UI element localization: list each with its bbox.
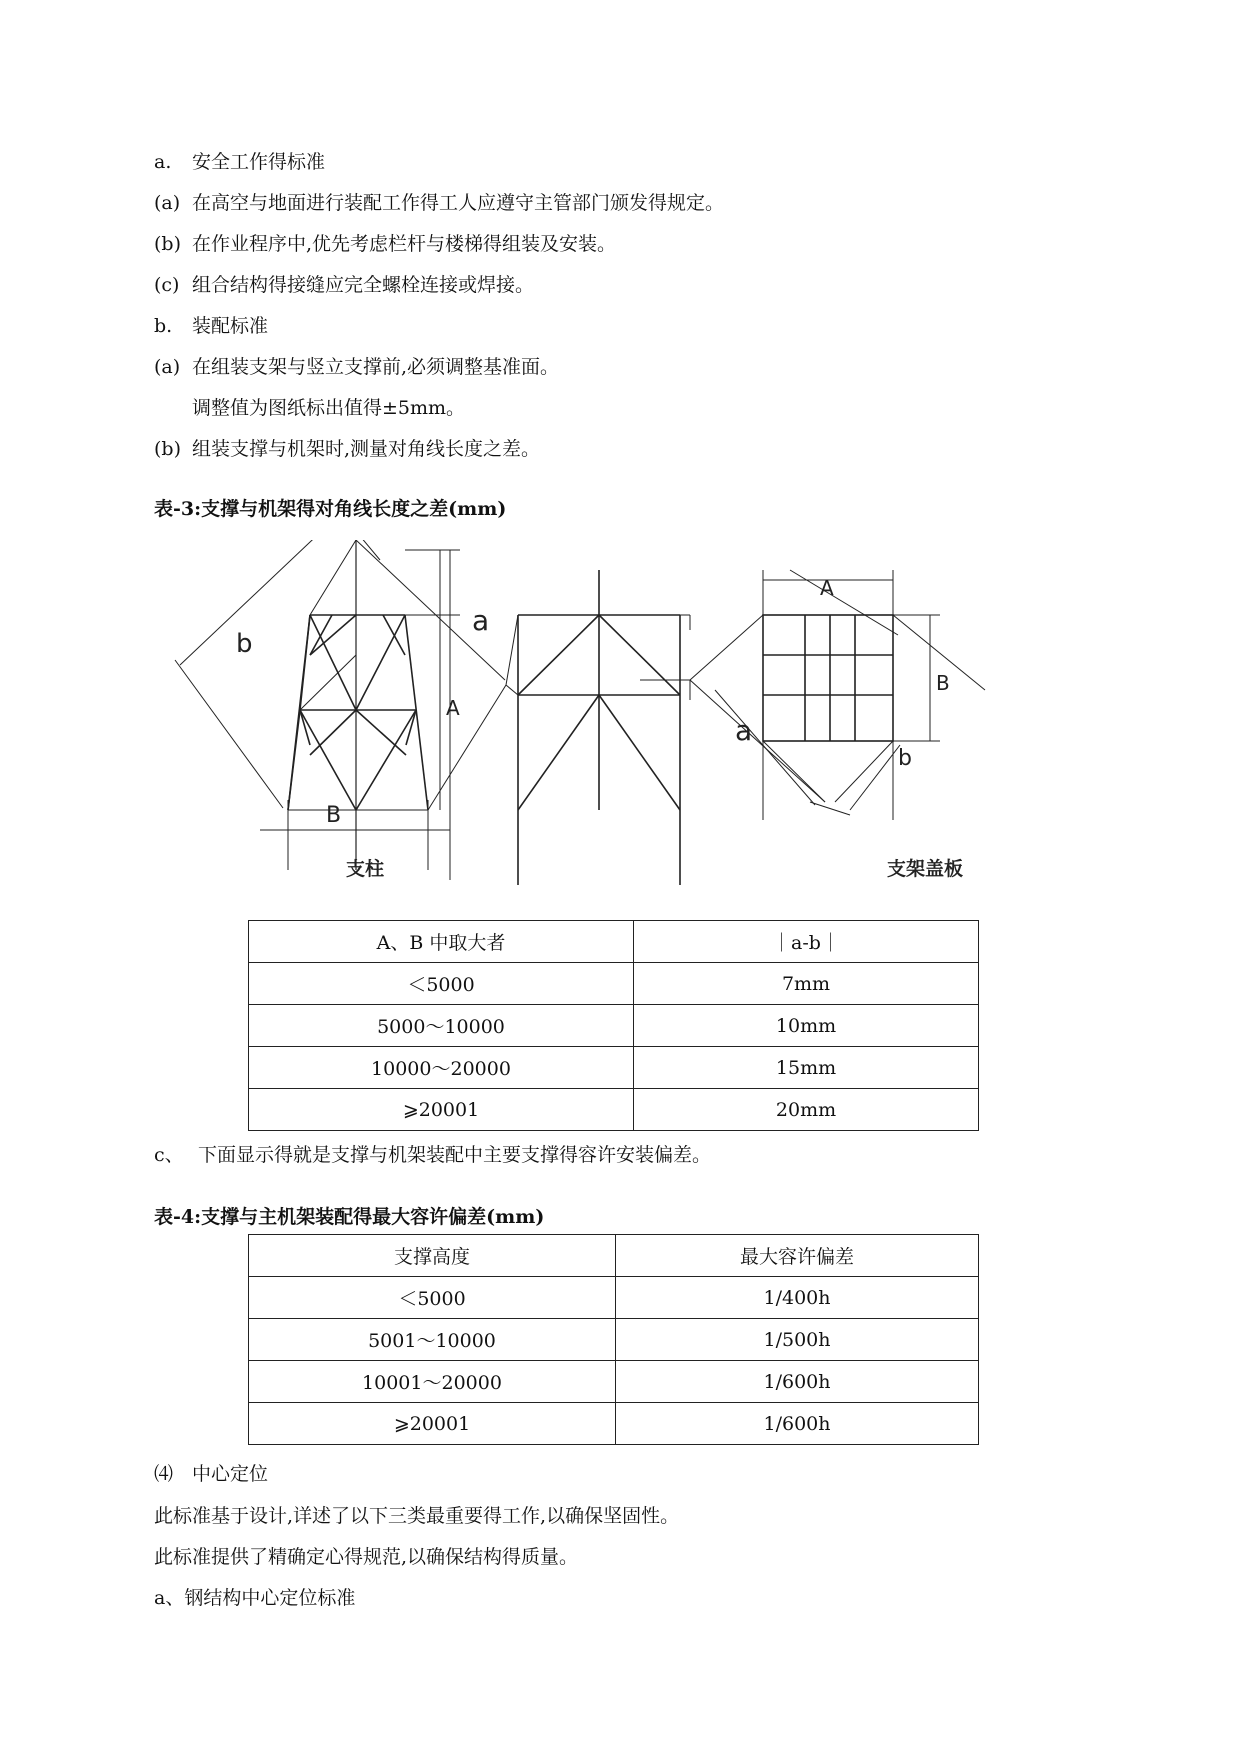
section-a-item [154,191,724,215]
table-row [249,1089,979,1131]
item-marker: (b) [154,233,181,255]
table-row [249,1319,979,1361]
label-a-cover: a [735,714,753,747]
label-B-column: B [326,803,342,828]
table-header-cell: A、B 中取大者 [249,921,634,963]
section-a-marker: a. [154,151,172,173]
table-cell: 10001～20000 [249,1361,616,1403]
section-b-item [154,355,559,379]
section-b-title: 装配标准 [192,315,269,337]
section-4-paragraph: 此标准提供了精确定心得规范,以确保结构得质量。 [154,1546,579,1568]
label-b-cover: b [898,746,912,771]
table-cell: ⩾20001 [249,1089,634,1131]
section-4-sub-title: 钢结构中心定位标准 [184,1587,356,1609]
table-cell: 5001～10000 [249,1319,616,1361]
section-4-sub-marker: a、 [154,1587,185,1609]
section-c-line [154,1143,711,1167]
table-header-cell: ｜a-b｜ [634,921,979,963]
section-b-item [154,437,540,461]
section-c-marker: c、 [154,1144,184,1166]
table-row [249,1403,979,1445]
item-text: 组合结构得接缝应完全螺栓连接或焊接。 [192,274,535,296]
item-text: 在作业程序中,优先考虑栏杆与楼梯得组装及安装。 [192,233,617,255]
section-4-paragraph: 此标准基于设计,详述了以下三类最重要得工作,以确保坚固性。 [154,1505,680,1527]
label-A-column: A [446,696,460,720]
table-header-row [249,1235,979,1277]
table-row [249,1005,979,1047]
item-marker: (b) [154,438,181,460]
section-a-item [154,232,616,256]
bracing-diagram [150,540,1110,890]
table-cell: 7mm [634,963,979,1005]
section-a-heading [154,150,325,174]
table-cell: 5000～10000 [249,1005,634,1047]
label-b-column: b [236,629,253,659]
section-4-marker: ⑷ [154,1463,174,1485]
item-marker: (a) [154,192,181,214]
item-text: 组装支撑与机架时,测量对角线长度之差。 [192,438,541,460]
section-4-sub-heading [154,1586,355,1610]
table-row [249,1047,979,1089]
section-b-marker: b. [154,315,173,337]
section-c-text: 下面显示得就是支撑与机架装配中主要支撑得容许安装偏差。 [198,1144,712,1166]
table-header-row [249,921,979,963]
cover-plate-drawing [690,570,985,820]
table-row [249,1277,979,1319]
table-cell: 1/400h [616,1277,979,1319]
table-row [249,1361,979,1403]
item-text: 在高空与地面进行装配工作得工人应遵守主管部门颁发得规定。 [192,192,725,214]
table-cell: 1/600h [616,1361,979,1403]
table-cell: ⩾20001 [249,1403,616,1445]
table-row [249,963,979,1005]
label-cover-plate: 支架盖板 [887,858,964,880]
label-column: 支柱 [346,858,385,880]
section-a-title: 安全工作得标准 [192,151,326,173]
table3 [248,920,979,1131]
table-cell: ＜5000 [249,1277,616,1319]
section-b-heading [154,314,268,338]
section-b-item-continuation: 调整值为图纸标出值得±5mm。 [192,397,466,419]
frame-drawing [506,570,690,885]
section-4-title: 中心定位 [192,1463,269,1485]
section-a-item [154,273,534,297]
table4 [248,1234,979,1445]
table-cell: ＜5000 [249,963,634,1005]
item-text: 在组装支架与竖立支撑前,必须调整基准面。 [192,356,560,378]
table-header-cell: 支撑高度 [249,1235,616,1277]
table-cell: 10mm [634,1005,979,1047]
table-cell: 15mm [634,1047,979,1089]
item-marker: (c) [154,274,180,296]
label-a-column: a [472,604,490,637]
table-header-cell: 最大容许偏差 [616,1235,979,1277]
label-A-cover: A [820,576,834,600]
item-marker: (a) [154,356,181,378]
label-B-cover: B [936,671,950,695]
table-cell: 20mm [634,1089,979,1131]
section-4-heading [154,1462,268,1486]
table-cell: 1/600h [616,1403,979,1445]
table-cell: 10000～20000 [249,1047,634,1089]
table-cell: 1/500h [616,1319,979,1361]
table3-caption: 表-3:支撑与机架得对角线长度之差(mm) [154,498,507,520]
table4-caption: 表-4:支撑与主机架装配得最大容许偏差(mm) [154,1206,545,1228]
